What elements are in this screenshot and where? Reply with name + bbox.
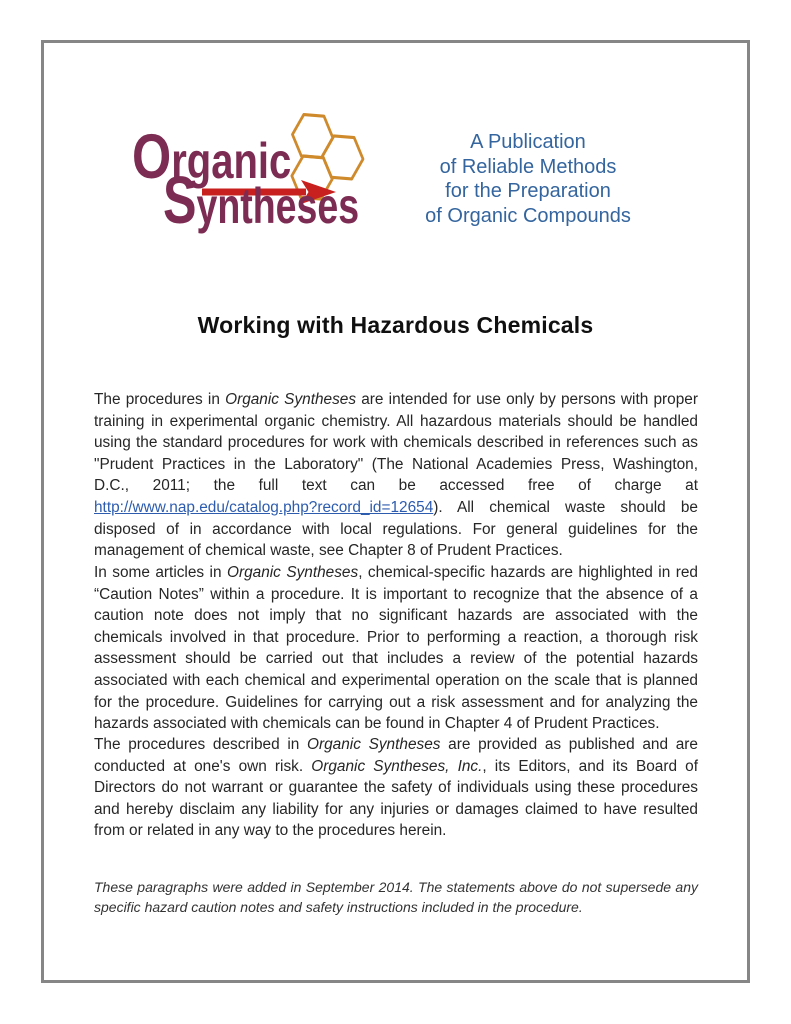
body-text: In some articles in [94, 564, 227, 581]
publication-tagline [396, 130, 660, 228]
logo-rest-yntheses: yntheses [196, 178, 360, 234]
italic-text: Organic Syntheses [225, 391, 357, 408]
organic-syntheses-logo [0, 0, 400, 238]
logo-rest-rganic: rganic [171, 133, 292, 189]
body-text: are intended for use only by persons with proper training in experimental organic chemistry. All hazardous materials should be handled using the standard procedures for work with chemicals described in references such as "Prudent Practices in the Laboratory" (The National Academies Press, Washington, D.C., 2011; the full text can be accessed free of charge at [94, 391, 698, 495]
page-title: Working with Hazardous Chemicals [197, 312, 594, 338]
logo-word-syntheses [163, 163, 360, 238]
tagline-line: A Publication [470, 131, 586, 153]
italic-text: Organic Syntheses [307, 736, 441, 753]
paragraph-2 [94, 562, 698, 735]
logo-initial-o: O [132, 122, 172, 192]
footnote: These paragraphs were added in September 2014. The statements above do not supersede any specific hazard caution notes and safety instructions included in the procedure. [94, 879, 698, 915]
nap-catalog-link[interactable]: http://www.nap.edu/catalog.php?record_id=12654 [94, 498, 434, 516]
italic-text: Organic Syntheses, Inc. [311, 757, 483, 775]
body-text: The procedures in [94, 391, 226, 408]
paragraph-1 [94, 389, 698, 562]
italic-text: Organic Syntheses [226, 564, 359, 581]
tagline-line: for the Preparation [445, 180, 611, 202]
body-text: The procedures described in [94, 736, 308, 753]
logo-initial-s: S [163, 163, 197, 238]
body-text: , its Editors, and its Board of Directors do not warrant or guarantee the safety of individuals using these procedures and hereby disclaim any liability for any injuries or damages claimed to have resulted from or related in any way to the procedures herein. [94, 757, 698, 840]
paragraph-3 [94, 734, 698, 842]
body-text: , chemical-specific hazards are highlighted in red “Caution Notes” within a procedure. It is important to recognize that the absence of a caution note does not imply that no significant hazards are associated with the chemicals involved in that procedure. Prior to performing a reaction, a thorough risk assessment should be carried out that includes a review of the potential hazards associated with each chemical and experimental operation on the scale that is planned for the procedure. Guidelines for carrying out a risk assessment and for analyzing the hazards associated with chemicals can be found in Chapter 4 of Prudent Practices. [94, 564, 698, 733]
body-text: are provided as published and are conducted at one's own risk. [94, 736, 698, 775]
tagline-line: of Organic Compounds [425, 204, 631, 227]
tagline-line: of Reliable Methods [439, 155, 617, 178]
body-text: ). All chemical waste should be disposed of in accordance with local regulations. For general guidelines for the management of chemical waste, see Chapter 8 of Prudent Practices. [94, 498, 698, 560]
